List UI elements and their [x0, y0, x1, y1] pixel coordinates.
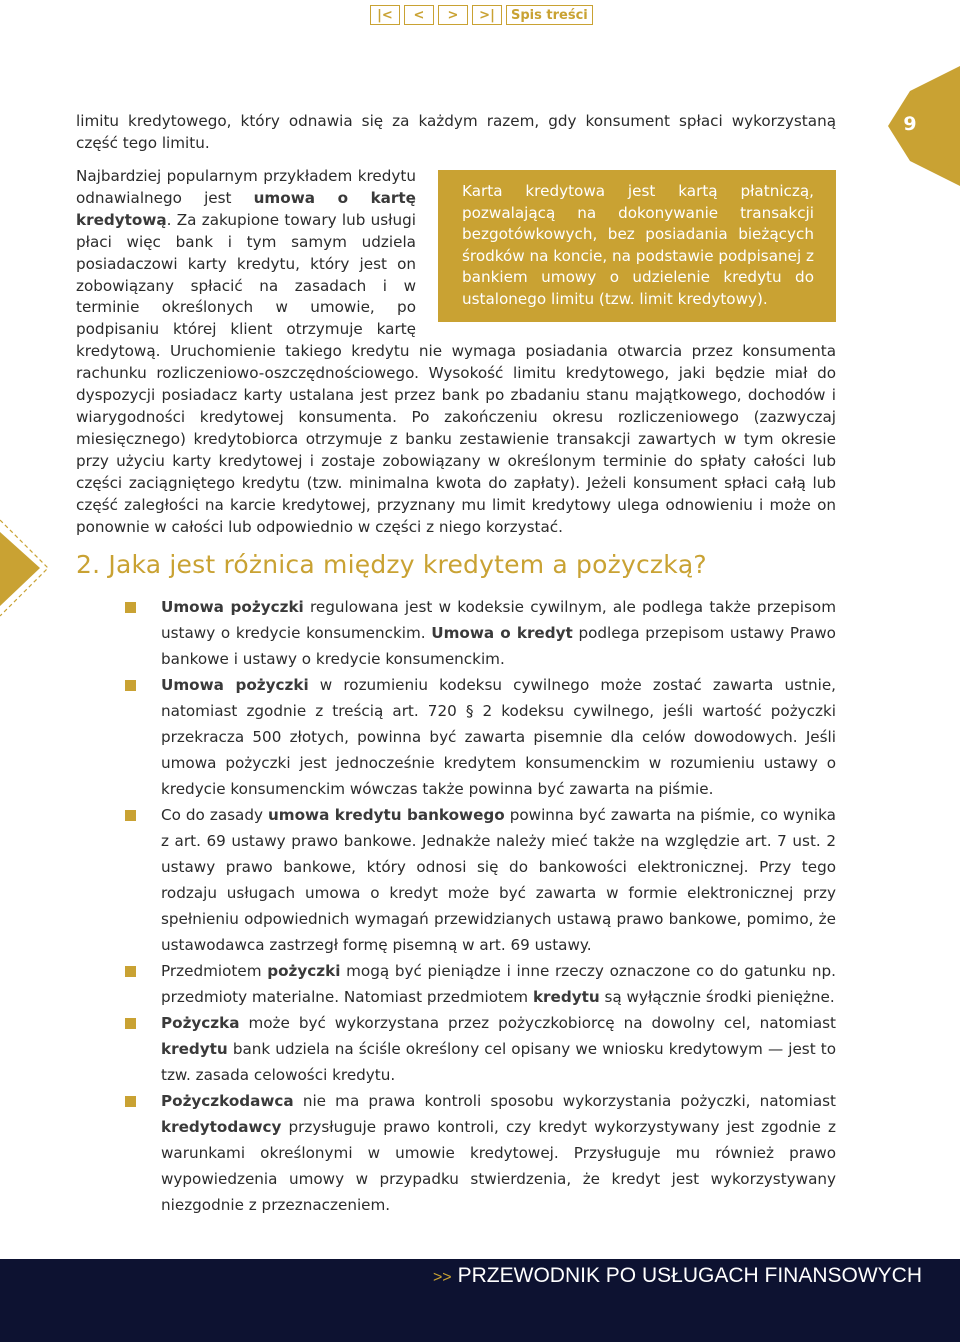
- list-item: [124, 802, 836, 958]
- list-item-text: bank udziela na ściśle określony cel opisany we wniosku kredytowym — jest to tzw. zasada celowości kredytu.: [161, 1040, 836, 1084]
- page-number: 9: [903, 113, 917, 135]
- bold-term: umowa kredytu bankowego: [267, 806, 505, 824]
- list-item: [124, 672, 836, 802]
- side-decoration: [0, 510, 50, 620]
- previous-page-button[interactable]: <: [404, 5, 434, 25]
- bold-term: Umowa o kredyt: [431, 624, 573, 642]
- bold-term: Pożyczka: [161, 1014, 240, 1032]
- intro-paragraph-wrap: [76, 166, 836, 538]
- list-item-text: w rozumieniu kodeksu cywilnego może zostać zawarta ustnie, natomiast zgodnie z treścią art. 720 § 2 kodeksu cywilnego, jeśli wartość pożyczki przekracza 500 złotych, powinna być zawarta pisemnie dla celów dowodowych. Jeśli umowa pożyczki jest jednocześnie kredytem konsumenckim w rozumieniu ustawy o kredycie konsumenckim wówczas także powinna być zawarta na piśmie.: [161, 676, 836, 798]
- bold-term: pożyczki: [267, 962, 341, 980]
- next-page-button[interactable]: >: [438, 5, 468, 25]
- section-heading: 2. Jaka jest różnica między kredytem a pożyczką?: [76, 550, 707, 579]
- last-page-button[interactable]: >|: [472, 5, 502, 25]
- bold-term: kredytu: [532, 988, 600, 1006]
- difference-list: [124, 594, 836, 1218]
- bold-term: Umowa pożyczki: [161, 676, 309, 694]
- list-item: [124, 1088, 836, 1218]
- bold-term: kredytu: [161, 1040, 228, 1058]
- definition-callout: Karta kredytowa jest kartą płatniczą, pozwalającą na dokonywanie transakcji bezgotówkowych, bez posiadania bieżących środków na koncie, na podstawie podpisanej z bankiem umowy o udzielenie kredytu do ustalonego limitu (tzw. limit kredytowy).: [438, 170, 836, 322]
- list-item-text: są wyłącznie środki pieniężne.: [599, 988, 835, 1006]
- list-item-text: podlega przepisom ustawy Prawo bankowe i ustawy o kredycie konsumenckim.: [161, 624, 836, 668]
- list-item-text: regulowana jest w kodeksie cywilnym, ale podlega także przepisom ustawy o kredycie konsumenckim.: [161, 598, 836, 642]
- list-item-text: może być wykorzystana przez pożyczkobiorcę na dowolny cel, natomiast: [239, 1014, 836, 1032]
- list-item-text: przysługuje prawo kontroli, czy kredyt wykorzystywany jest zgodnie z warunkami określonymi w umowie kredytowej. Przysługuje mu również prawo wypowiedzenia umowy w przypadku stwierdzenia, że kredyt jest wykorzystywany niezgodnie z przeznaczeniem.: [161, 1118, 836, 1214]
- list-item-text: Co do zasady: [161, 806, 268, 824]
- bold-term: Pożyczkodawca: [161, 1092, 294, 1110]
- bold-term: umowa o kartę kredytową: [76, 188, 416, 229]
- list-item-text: nie ma prawa kontroli sposobu wykorzystania pożyczki, natomiast: [293, 1092, 836, 1110]
- bold-term: kredytodawcy: [161, 1118, 282, 1136]
- list-item: [124, 958, 836, 1010]
- footer-arrows: >>: [432, 1269, 452, 1286]
- list-item-text: powinna być zawarta na piśmie, co wynika z art. 69 ustawy prawo bankowe. Jednakże należy mieć także na względzie art. 7 ust. 2 ustawy prawo bankowe, który odnosi się do bankowości elektronicznej. Przy tego rodzaju usługach umowa o kredyt może być zawarta w formie elektronicznej przy spełnieniu odpowiednich wymagań przewidzianych ustawą prawo bankowe, pomimo, że ustawodawca zastrzegł formę pisemną w art. 69 ustawy.: [161, 806, 836, 954]
- page-navigation: [370, 5, 593, 25]
- list-item: [124, 1010, 836, 1088]
- footer-title: >> PRZEWODNIK PO USŁUGACH FINANSOWYCH: [432, 1264, 922, 1287]
- list-item-text: mogą być pieniądze i inne rzeczy oznaczone co do gatunku np. przedmioty materialne. Natomiast przedmiotem: [161, 962, 836, 1006]
- bold-term: Umowa pożyczki: [161, 598, 304, 616]
- table-of-contents-link[interactable]: Spis treści: [506, 5, 593, 25]
- first-page-button[interactable]: |<: [370, 5, 400, 25]
- intro-paragraph: Najbardziej popularnym przykładem kredytu odnawialnego jest umowa o kartę kredytową. Za zakupione towary lub usługi płaci więc bank i tym samym udziela posiadaczowi karty kredytu, który jest on zobowiązany spłacić na zasadach i w terminie określonych w umowie, po podpisaniu której klient otrzymuje kartę kredytową. Uruchomienie takiego kredytu nie wymaga posiadania otwarcia przez konsumenta rachunku rozliczeniowo-oszczędnościowego. Wysokość limitu kredytowego, jaki będzie miał do dyspozycji posiadacz karty ustalana jest przez bank po zbadaniu stanu majątkowego, dochodów i wiarygodności kredytowej konsumenta. Po zakończeniu okresu rozliczeniowego (zazwyczaj miesięcznego) kredytobiorca otrzymuje z banku zestawienie transakcji zawartych w tym okresie przy użyciu karty kredytowej i zostaje zobowiązany w określonym terminie do spłaty całości lub części zaciągniętego kredytu (tzw. minimalna kwota do zapłaty). Jeżeli konsument spłaci całą lub część zaległości na karcie kredytowej, przyznany mu limit kredytowy ulega odnowieniu i może on ponownie w całości lub odpowiednio w części z niego korzystać.: [76, 167, 836, 536]
- intro-continuation: limitu kredytowego, który odnawia się za każdym razem, gdy konsument spłaci wykorzystaną część tego limitu.: [76, 112, 836, 152]
- list-item: [124, 594, 836, 672]
- list-item-text: Przedmiotem: [161, 962, 268, 980]
